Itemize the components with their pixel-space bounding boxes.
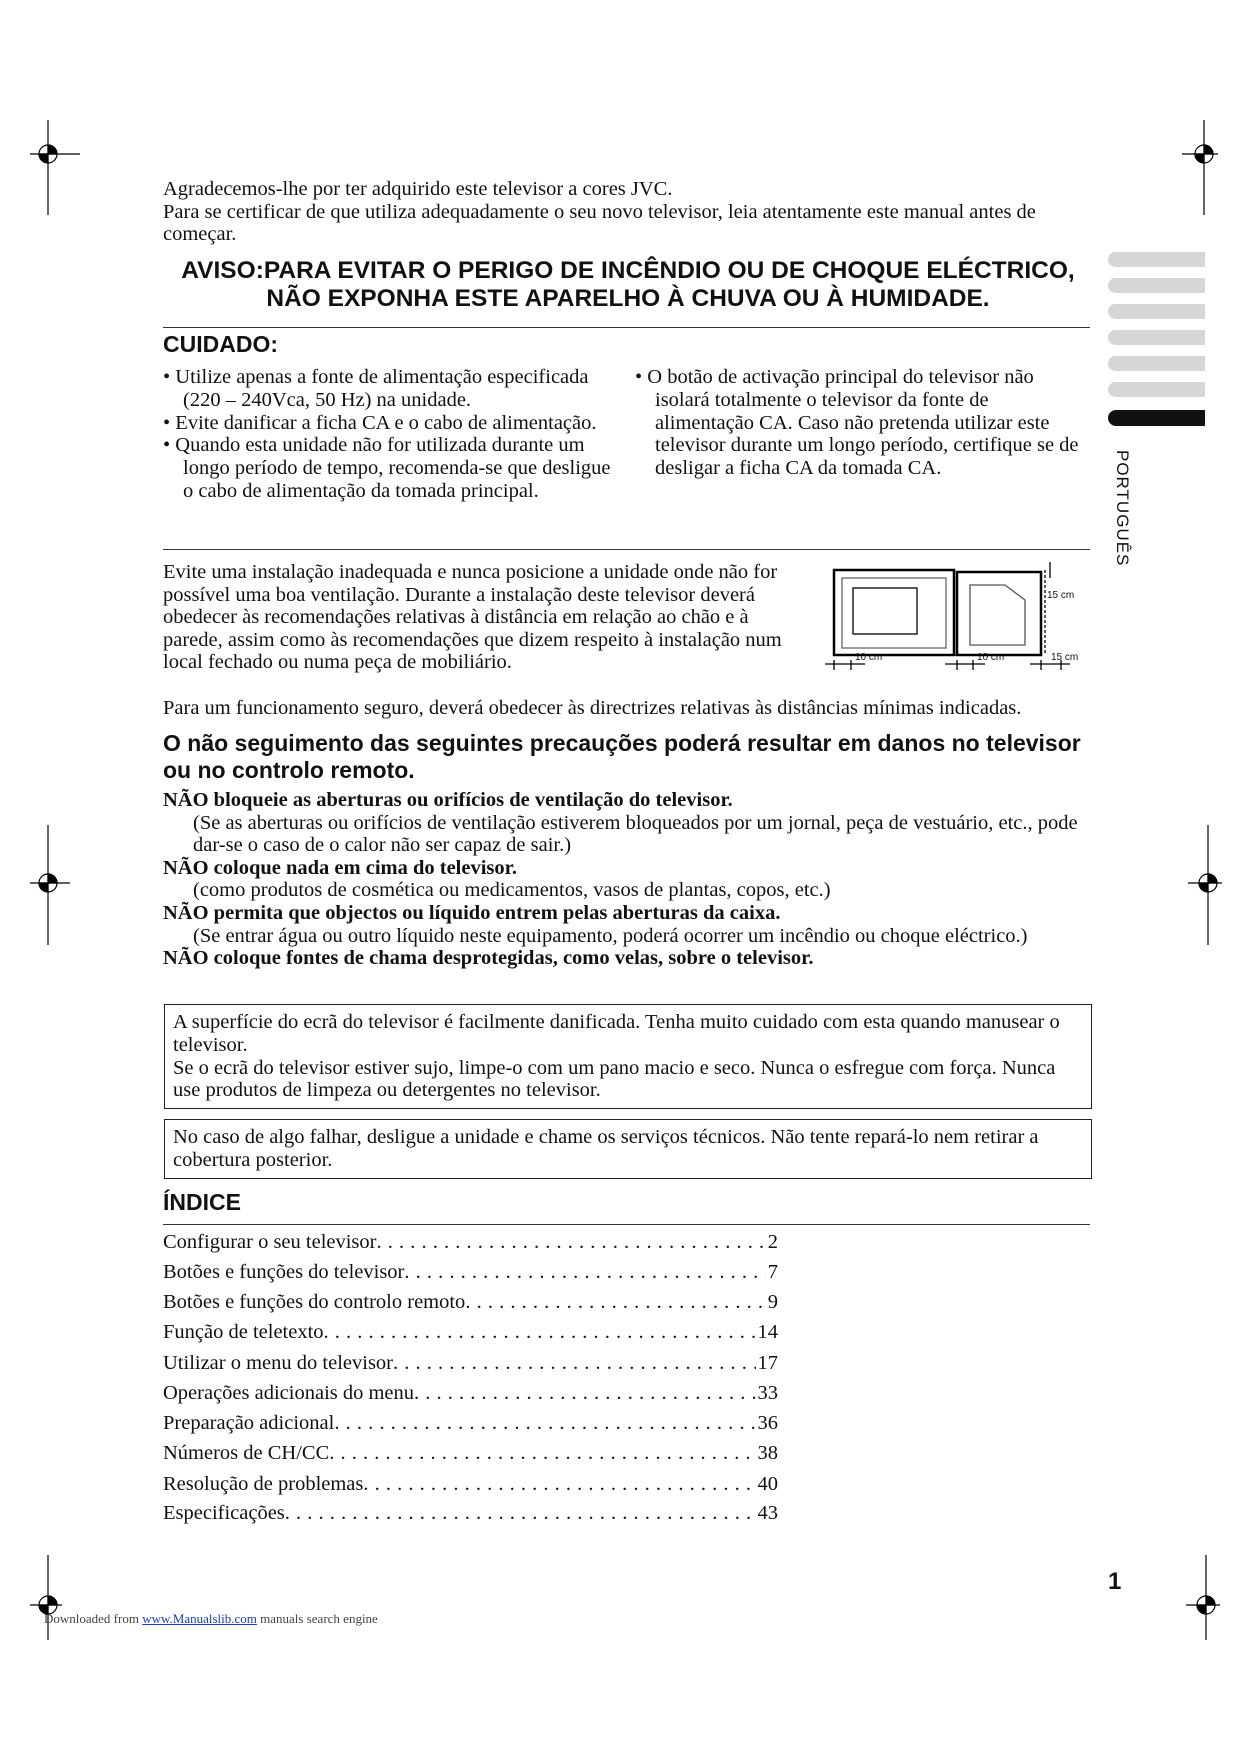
toc-item[interactable]	[163, 1319, 778, 1345]
toc-leader	[404, 1259, 765, 1285]
toc-label: Botões e funções do televisor	[163, 1261, 405, 1283]
toc-page: 7	[767, 1261, 778, 1283]
precaution-item	[163, 857, 1093, 902]
diagram-label-bottom-right: 15 cm	[1051, 652, 1079, 663]
toc-leader	[285, 1500, 756, 1526]
precaution-head: NÃO bloqueie as aberturas ou orifícios de ventilação do televisor.	[163, 789, 733, 811]
index-title: ÍNDICE	[163, 1189, 241, 1215]
precaution-head: NÃO coloque fontes de chama desprotegidas, como velas, sobre o televisor.	[163, 947, 814, 970]
toc-label: Especificações	[163, 1502, 285, 1524]
toc-label: Utilizar o menu do televisor	[163, 1352, 393, 1374]
toc-label: Resolução de problemas	[163, 1473, 364, 1495]
toc-label: Função de teletexto	[163, 1321, 324, 1343]
footer	[44, 1611, 378, 1627]
caution-title: CUIDADO:	[163, 331, 278, 357]
toc-item[interactable]	[163, 1471, 778, 1497]
service-text: No caso de algo falhar, desligue a unidade e chame os serviços técnicos. Não tente repará-lo nem retirar a cobertura posterior.	[173, 1126, 1039, 1171]
caution-right-column	[635, 366, 1080, 480]
toc-page: 43	[757, 1502, 778, 1524]
toc-page: 36	[757, 1412, 778, 1434]
ventilation-diagram	[825, 560, 1085, 670]
caution-item: • Evite danificar a ficha CA e o cabo de alimentação.	[163, 411, 597, 434]
caution-left-column	[163, 366, 623, 503]
precaution-item	[163, 947, 1093, 970]
precaution-head: NÃO coloque nada em cima do televisor.	[163, 856, 517, 879]
toc-item[interactable]	[163, 1380, 778, 1406]
precaution-note: (como produtos de cosmética ou medicamentos, vasos de plantas, copos, etc.)	[193, 879, 831, 902]
screen-care-box	[164, 1004, 1092, 1109]
precautions-list	[163, 789, 1093, 970]
toc-item[interactable]	[163, 1350, 778, 1376]
intro-line: Agradecemos-lhe por ter adquirido este televisor a cores JVC.	[163, 178, 673, 200]
toc-label: Configurar o seu televisor	[163, 1231, 377, 1253]
precaution-item	[163, 789, 1093, 857]
toc-label: Preparação adicional	[163, 1412, 335, 1434]
footer-suffix: manuals search engine	[260, 1611, 378, 1626]
section-tab-active	[1108, 410, 1205, 426]
footer-link[interactable]: www.Manualslib.com	[142, 1611, 257, 1626]
section-tab	[1108, 278, 1205, 293]
toc-page: 2	[767, 1231, 778, 1253]
toc-item[interactable]	[163, 1440, 778, 1466]
caution-item: • Utilize apenas a fonte de alimentação especificada (220 – 240Vca, 50 Hz) na unidade.	[163, 366, 589, 411]
caution-item: • Quando esta unidade não for utilizada durante um longo período de tempo, recomenda-se que desligue o cabo de alimentação da tomada principal.	[163, 434, 611, 502]
toc-label: Números de CH/CC	[163, 1442, 330, 1464]
toc-label: Botões e funções do controlo remoto	[163, 1291, 466, 1313]
intro-line: Para se certificar de que utiliza adequadamente o seu novo televisor, leia atentamente este manual antes de começar.	[163, 200, 1036, 245]
toc-item[interactable]	[163, 1500, 778, 1526]
section-tab	[1108, 330, 1205, 345]
toc-page: 17	[757, 1352, 778, 1374]
toc-page: 38	[757, 1442, 778, 1464]
section-tab	[1108, 356, 1205, 371]
toc-page: 40	[757, 1473, 778, 1495]
warning-line-2: NÃO EXPONHA ESTE APARELHO À CHUVA OU À HUMIDADE.	[266, 285, 990, 312]
precautions-title: O não seguimento das seguintes precauções poderá resultar em danos no televisor ou no controlo remoto.	[163, 730, 1081, 783]
toc-label: Operações adicionais do menu	[163, 1382, 415, 1404]
installation-text: Evite uma instalação inadequada e nunca posicione a unidade onde não for possível uma boa ventilação. Durante a instalação deste televisor deverá obedecer às recomendações relativas à distância em relação ao chão e à parede, assim como às recomendações que dizem respeito à instalação num local fechado ou numa peça de mobiliário.	[163, 561, 782, 674]
diagram-label-top: 15 cm	[1047, 590, 1075, 601]
section-tab	[1108, 382, 1205, 397]
precaution-note: (Se entrar água ou outro líquido neste equipamento, poderá ocorrer um incêndio ou choque eléctrico.)	[193, 924, 1028, 947]
diagram-label-bottom-mid: 10 cm	[977, 652, 1005, 663]
divider	[163, 549, 1090, 550]
language-tab-label: PORTUGUÊS	[1113, 450, 1132, 567]
toc-leader	[393, 1350, 756, 1376]
toc-leader	[334, 1410, 755, 1436]
service-box	[164, 1119, 1092, 1179]
toc-leader	[377, 1229, 766, 1255]
toc-page: 14	[757, 1321, 778, 1343]
screen-care-text: Se o ecrã do televisor estiver sujo, limpe-o com um pano macio e seco. Nunca o esfregue com força. Nunca use produtos de limpeza ou detergentes no televisor.	[173, 1056, 1056, 1102]
screen-care-text: A superfície do ecrã do televisor é facilmente danificada. Tenha muito cuidado com esta quando manusear o televisor.	[173, 1011, 1060, 1056]
section-tab	[1108, 252, 1205, 267]
toc-leader	[414, 1380, 755, 1406]
intro	[163, 178, 1063, 246]
divider	[163, 1224, 1090, 1225]
toc-leader	[329, 1440, 755, 1466]
warning-line-1: AVISO:PARA EVITAR O PERIGO DE INCÊNDIO OU DE CHOQUE ELÉCTRICO,	[181, 257, 1075, 284]
installation-last-line: Para um funcionamento seguro, deverá obedecer às directrizes relativas às distâncias mínimas indicadas.	[163, 697, 1022, 719]
toc-leader	[465, 1289, 765, 1315]
toc-item[interactable]	[163, 1229, 778, 1255]
toc-leader	[324, 1319, 756, 1345]
toc-item[interactable]	[163, 1259, 778, 1285]
divider	[163, 327, 1090, 328]
toc-item[interactable]	[163, 1410, 778, 1436]
precaution-note: (Se as aberturas ou orifícios de ventilação estiverem bloqueados por um jornal, peça de vestuário, etc., pode dar-se o caso de o calor não ser capaz de sair.)	[193, 811, 1078, 857]
caution-item: • O botão de activação principal do televisor não isolará totalmente o televisor da fonte de alimentação CA. Caso não pretenda utilizar este televisor durante um longo período, certifique se de desligar a ficha CA da tomada CA.	[635, 366, 1079, 480]
footer-prefix: Downloaded from	[44, 1611, 139, 1626]
precaution-item	[163, 902, 1093, 947]
section-tab	[1108, 304, 1205, 319]
toc-page: 33	[757, 1382, 778, 1404]
toc-item[interactable]	[163, 1289, 778, 1315]
toc-leader	[363, 1471, 755, 1497]
precaution-head: NÃO permita que objectos ou líquido entrem pelas aberturas da caixa.	[163, 901, 781, 924]
diagram-label-bottom-left: 10 cm	[855, 652, 883, 663]
page-number: 1	[1108, 1568, 1122, 1595]
toc-page: 9	[767, 1291, 778, 1313]
